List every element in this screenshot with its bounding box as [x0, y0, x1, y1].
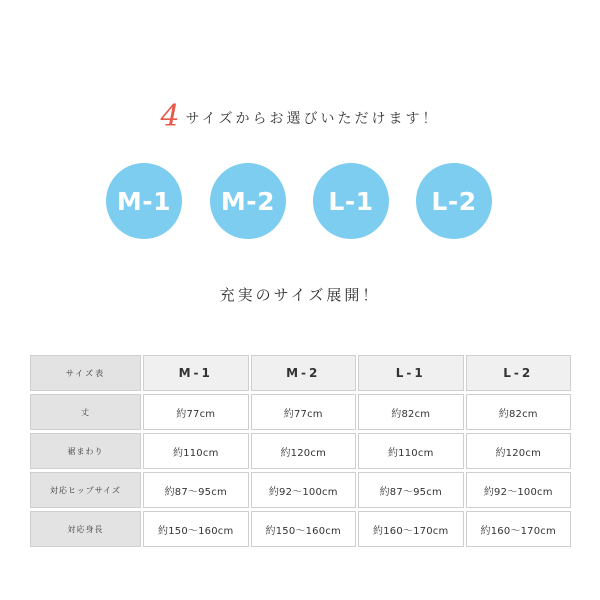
size-badge-l2 [416, 163, 492, 239]
size-table [30, 355, 571, 547]
table-cell: 約150〜160cm [144, 512, 249, 547]
table-cell: 約120cm [466, 434, 571, 469]
column-header: L-2 [466, 356, 571, 391]
table-cell: 約92〜100cm [251, 473, 356, 508]
table-row [31, 512, 571, 547]
table-cell: 約77cm [251, 395, 356, 430]
size-badge-label: L-1 [328, 186, 374, 216]
table-cell: 約110cm [144, 434, 249, 469]
table-row [31, 434, 571, 469]
table-cell: 約87〜95cm [359, 473, 464, 508]
table-cell: 約82cm [359, 395, 464, 430]
table-cell: 約160〜170cm [466, 512, 571, 547]
table-corner: サイズ表 [31, 356, 141, 391]
table-cell: 約77cm [144, 395, 249, 430]
row-header: 丈 [31, 395, 141, 430]
table-row [31, 395, 571, 430]
table-cell: 約160〜170cm [359, 512, 464, 547]
table-cell: 約150〜160cm [251, 512, 356, 547]
subheading: 充実のサイズ展開！ [219, 286, 381, 304]
row-header: 対応ヒップサイズ [31, 473, 141, 508]
size-badge-label: L-2 [431, 186, 477, 216]
headline-text: サイズからお選びいただけます！ [185, 111, 440, 127]
column-header: M-2 [251, 356, 356, 391]
headline-number: 4 [160, 99, 180, 134]
size-badges [0, 163, 600, 247]
column-header: L-1 [359, 356, 464, 391]
table-cell: 約120cm [251, 434, 356, 469]
column-header: M-1 [144, 356, 249, 391]
table-row [31, 473, 571, 508]
size-badge-label: M-2 [220, 186, 276, 216]
size-badge-m2 [210, 163, 286, 239]
row-header: 裾まわり [31, 434, 141, 469]
table-cell: 約82cm [466, 395, 571, 430]
table-cell: 約87〜95cm [144, 473, 249, 508]
size-badge-label: M-1 [116, 186, 172, 216]
table-header-row [31, 356, 571, 391]
size-badge-l1 [313, 163, 389, 239]
size-badge-m1 [106, 163, 182, 239]
headline [0, 99, 600, 134]
table-cell: 約92〜100cm [466, 473, 571, 508]
table-cell: 約110cm [359, 434, 464, 469]
row-header: 対応身長 [31, 512, 141, 547]
